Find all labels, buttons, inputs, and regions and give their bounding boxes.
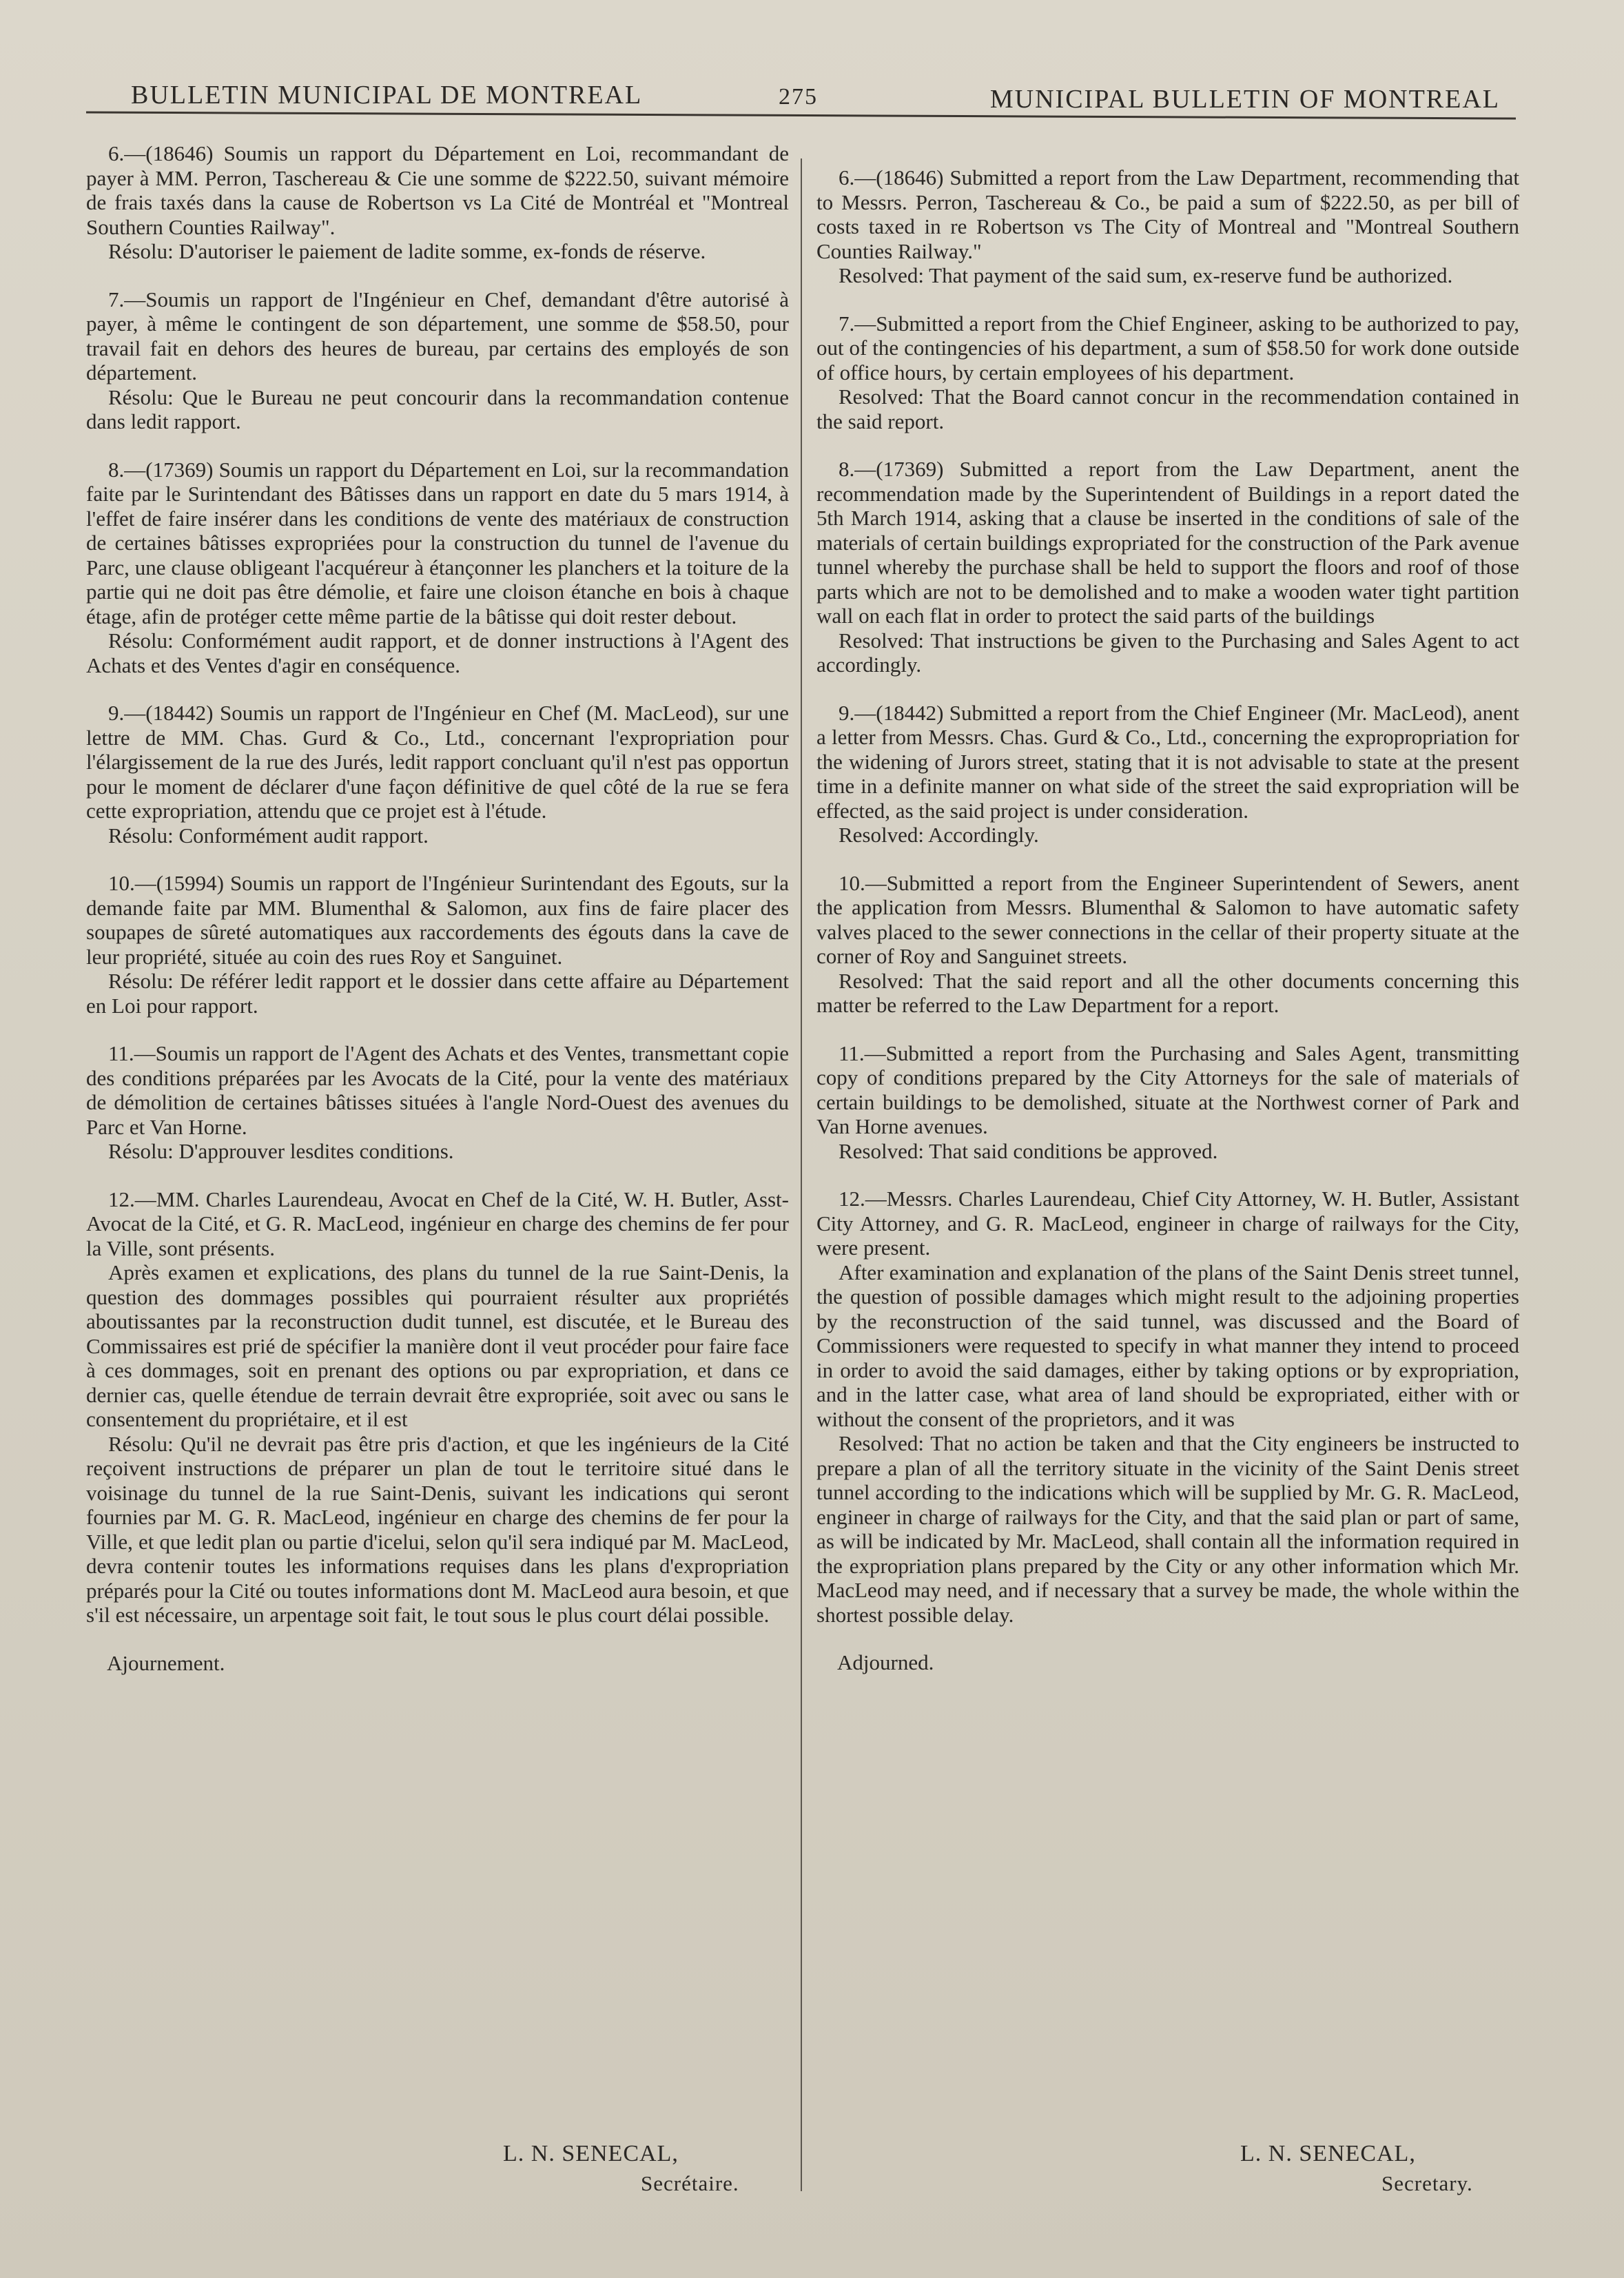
- en-resolution-11: Resolved: That said conditions be approved.: [839, 1138, 1218, 1163]
- en-resolution-12: Resolved: That no action be taken and that the City engineers be instructed to prepare a plan of all the territory situate in the vicinity of the Saint Denis street tunnel according to the indications which will be supplied by Mr. G. R. MacLeod, engineer in charge of railways for the City, and that the said plan or part of same, as will be indicated by Mr. MacLeod, shall contain all the information required in the expropriation plans prepared by the City or any other information which Mr. MacLeod may need, and if necessary that a survey be made, the whole within the shortest possible delay.: [816, 1431, 1519, 1627]
- fr-item-11: 11.—Soumis un rapport de l'Agent des Achats et des Ventes, transmettant copie des conditions préparées par les Avocats de la Cité, pour la vente des matériaux de démolition de certaines bâtisses situées à l'angle Nord-Ouest des avenues du Parc et Van Horne.: [86, 1041, 789, 1139]
- fr-resolution-8: Résolu: Conformément audit rapport, et de donner instructions à l'Agent des Achats et des Ventes d'agir en conséquence.: [86, 628, 789, 677]
- fr-item-12: 12.—MM. Charles Laurendeau, Avocat en Chef de la Cité, W. H. Butler, Asst-Avocat de la Cité, et G. R. MacLeod, ingénieur en charge des chemins de fer pour la Ville, sont présents.: [86, 1187, 789, 1260]
- fr-signature-title: Secrétaire.: [641, 2171, 739, 2195]
- header-left-title: BULLETIN MUNICIPAL DE MONTREAL: [131, 81, 643, 110]
- en-resolution-7: Resolved: That the Board cannot concur in the recommendation contained in the said report.: [816, 384, 1519, 433]
- fr-item-9: 9.—(18442) Soumis un rapport de l'Ingénieur en Chef (M. MacLeod), sur une lettre de MM. Chas. Gurd & Co., Ltd., concernant l'expropriation pour l'élargissement de la rue des Jurés, ledit rapport concluant qu'il n'est pas opportun pour le moment de déclarer d'une façon définitive de quel côté de la rue se fera cette expropriation, attendu que ce projet est à l'étude.: [86, 701, 789, 823]
- french-column: [86, 141, 789, 1675]
- fr-signature-name: L. N. SENECAL,: [503, 2141, 679, 2166]
- en-item-9: 9.—(18442) Submitted a report from the Chief Engineer (Mr. MacLeod), anent a letter from Messrs. Chas. Gurd & Co., Ltd., concerning the expropropriation for the widening of Jurors street, stating that it is not advisable to state at the present time in a definite manner on what side of the street the said expropriation will be effected, as the said project is under consideration.: [816, 700, 1519, 823]
- page-number: 275: [779, 84, 818, 110]
- english-column: [816, 165, 1519, 1675]
- fr-resolution-7: Résolu: Que le Bureau ne peut concourir dans la recommandation contenue dans ledit rapport.: [86, 384, 789, 433]
- fr-adjournment: Ajournement.: [107, 1650, 225, 1675]
- en-item-12: 12.—Messrs. Charles Laurendeau, Chief City Attorney, W. H. Butler, Assistant City Attorney, and G. R. MacLeod, engineer in charge of railways for the City, were present.: [816, 1187, 1519, 1260]
- en-resolution-10: Resolved: That the said report and all the other documents concerning this matter be referred to the Law Department for a report.: [816, 968, 1519, 1017]
- en-item-10: 10.—Submitted a report from the Engineer Superintendent of Sewers, anent the application from Messrs. Blumenthal & Salomon to have automatic safety valves placed to the sewer connections in the cellar of their property situate at the corner of Roy and Sanguinet streets.: [816, 870, 1519, 968]
- en-item-6: 6.—(18646) Submitted a report from the Law Department, recommending that to Messrs. Perron, Taschereau & Co., be paid a sum of $222.50, as per bill of costs taxed in re Robertson vs The City of Montreal and "Montreal Southern Counties Railway.": [816, 165, 1519, 263]
- fr-resolution-6: Résolu: D'autoriser le paiement de ladite somme, ex-fonds de réserve.: [108, 239, 706, 263]
- en-item-8: 8.—(17369) Submitted a report from the Law Department, anent the recommendation made by the Superintendent of Buildings in a report dated the 5th March 1914, asking that a clause be inserted in the conditions of sale of the materials of certain buildings expropriated for the construction of the Park avenue tunnel whereby the purchase shall be held to support the floors and roof of those parts which are not to be demolished and to make a wooden water tight partition wall on each flat in order to protect the said parts of the buildings: [816, 457, 1519, 628]
- fr-item-12-discussion: Après examen et explications, des plans du tunnel de la rue Saint-Denis, la question des dommages possibles qui pourraient résulter aux propriétés aboutissantes par la reconstruction dudit tunnel, est discutée, et le Bureau des Commissaires est prié de spécifier la manière dont il veut procéder pour faire face à ces dommages, soit en prenant des options ou par expropriation, et dans ce dernier cas, quelle étendue de terrain devrait être expropriée, soit avec ou sans le consentement du propriétaire, et il est: [86, 1260, 789, 1431]
- fr-item-10: 10.—(15994) Soumis un rapport de l'Ingénieur Surintendant des Egouts, sur la demande faite par MM. Blumenthal & Salomon, aux fins de faire placer des soupapes de sûreté automatiques aux raccordements des égouts dans la cave de leur propriété, située au coin des rues Roy et Sanguinet.: [86, 871, 789, 969]
- fr-item-8: 8.—(17369) Soumis un rapport du Département en Loi, sur la recommandation faite par le Surintendant des Bâtisses dans un rapport en date du 5 mars 1914, à l'effet de faire insérer dans les conditions de vente des matériaux de construction de certaines bâtisses expropriées pour la construction du tunnel de l'avenue du Parc, une clause obligeant l'acquéreur à étançonner les planchers et la toiture de la partie qui ne doit pas être démolie, et faire une cloison étanche en bois à chaque étage, afin de protéger cette même partie de la bâtisse qui doit rester debout.: [86, 457, 789, 628]
- en-item-11: 11.—Submitted a report from the Purchasing and Sales Agent, transmitting copy of conditions prepared by the City Attorneys for the sale of materials of certain buildings to be demolished, situate at the Northwest corner of Park and Van Horne avenues.: [816, 1040, 1519, 1138]
- en-item-12-discussion: After examination and explanation of the plans of the Saint Denis street tunnel, the question of possible damages which might result to the adjoining properties by the reconstruction of the said tunnel, was discussed and the Board of Commissioners were requested to specify in what manner they intend to proceed in order to avoid the said damages, either by taking options or by expropriation, and in the latter case, what area of land should be expropriated, either with or without the consent of the proprietors, and it was: [816, 1260, 1519, 1431]
- en-resolution-9: Resolved: Accordingly.: [839, 823, 1039, 847]
- en-adjournment: Adjourned.: [837, 1650, 934, 1674]
- en-signature-title: Secretary.: [1381, 2171, 1473, 2195]
- fr-resolution-11: Résolu: D'approuver lesdites conditions.: [108, 1139, 454, 1163]
- en-resolution-6: Resolved: That payment of the said sum, ex-reserve fund be authorized.: [839, 263, 1453, 287]
- en-resolution-8: Resolved: That instructions be given to the Purchasing and Sales Agent to act accordingly.: [816, 628, 1519, 677]
- fr-resolution-12: Résolu: Qu'il ne devrait pas être pris d'action, et que les ingénieurs de la Cité reçoivent instructions de préparer un plan de tout le territoire situé dans le voisinage du tunnel de la rue Saint-Denis, suivant les indications qui seront fournies par M. G. R. MacLeod, ingénieur en charge des chemins de fer pour la Ville, et que ledit plan ou partie d'icelui, selon qu'il sera indiqué par M. MacLeod, devra contenir toutes les informations requises dans les plans d'expropriation préparés pour la Cité ou toutes informations dont M. MacLeod aura besoin, et que s'il est nécessaire, un arpentage soit fait, le tout sous le plus court délai possible.: [86, 1431, 789, 1627]
- fr-item-6: 6.—(18646) Soumis un rapport du Département en Loi, recommandant de payer à MM. Perron, Taschereau & Cie une somme de $222.50, suivant mémoire de frais taxés dans la cause de Robertson vs La Cité de Montréal et "Montreal Southern Counties Railway".: [86, 141, 789, 239]
- en-signature-name: L. N. SENECAL,: [1240, 2141, 1416, 2166]
- fr-resolution-10: Résolu: De référer ledit rapport et le dossier dans cette affaire au Département en Loi pour rapport.: [86, 969, 789, 1018]
- header-right-title: MUNICIPAL BULLETIN OF MONTREAL: [989, 85, 1500, 114]
- fr-resolution-9: Résolu: Conformément audit rapport.: [108, 823, 429, 848]
- column-divider: [801, 158, 802, 2191]
- en-item-7: 7.—Submitted a report from the Chief Engineer, asking to be authorized to pay, out of the contingencies of his department, a sum of $58.50 for work done outside of office hours, by certain employees of his department.: [816, 311, 1519, 384]
- fr-item-7: 7.—Soumis un rapport de l'Ingénieur en Chef, demandant d'être autorisé à payer, à même le contingent de son département, une somme de $58.50, pour travail fait en dehors des heures de bureau, par certains des employés de son département.: [86, 287, 789, 384]
- page-header: [124, 74, 1500, 116]
